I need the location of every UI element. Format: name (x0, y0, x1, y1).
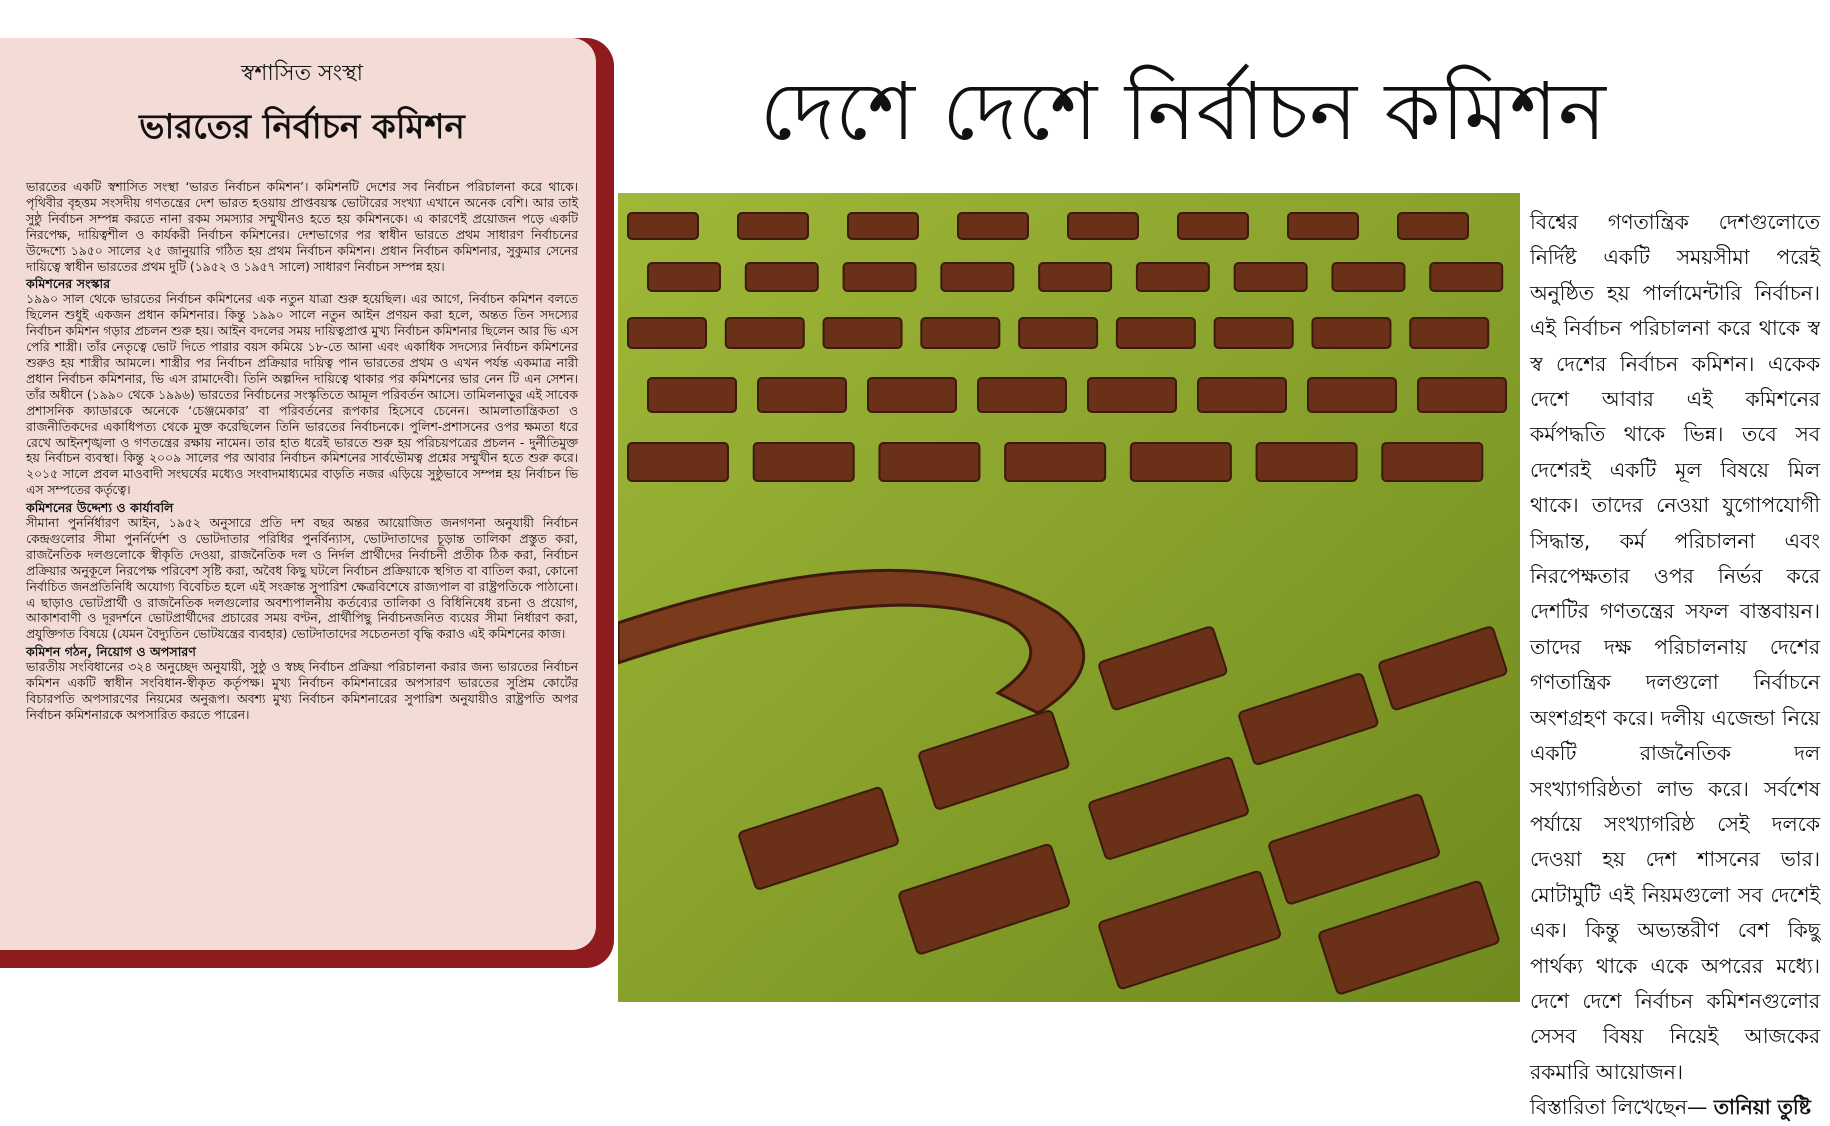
section-heading-objectives: কমিশনের উদ্দেশ্য ও কার্যাবলি (26, 500, 174, 516)
desk (941, 263, 1013, 291)
desk (758, 378, 846, 412)
desk (1312, 318, 1390, 348)
desk (1019, 318, 1097, 348)
sidebar-body (26, 180, 578, 724)
desk (1088, 378, 1176, 412)
desk (1198, 378, 1286, 412)
desk (754, 443, 854, 481)
desk (1308, 378, 1396, 412)
desk (1005, 443, 1105, 481)
desk (1137, 263, 1209, 291)
desk (1215, 318, 1293, 348)
section-heading-formation: কমিশন গঠন, নিয়োগ ও অপসারণ (26, 644, 196, 660)
desk (1410, 318, 1488, 348)
byline-prefix: বিস্তারিতা লিখেছেন— (1530, 1095, 1708, 1120)
desk (1382, 443, 1482, 481)
intro-text: বিশ্বের গণতান্ত্রিক দেশগুলোতে নির্দিষ্ট একটি সময়সীমা পরেই অনুষ্ঠিত হয় পার্লামেন্টারি নির্বাচন। এই নির্বাচন পরিচালনা করে থাকে স্ব স্ব দেশের নির্বাচন কমিশন। একেক দেশে আবার এই কমিশনের কর্মপদ্ধতি থাকে ভিন্ন। তবে সব দেশেরই একটি মূল বিষয়ে মিল থাকে। তাদের নেওয়া যুগোপযোগী সিদ্ধান্ত, কর্ম পরিচালনা এবং নিরপেক্ষতার ওপর নির্ভর করে দেশটির গণতন্ত্রের সফল বাস্তবায়ন। তাদের দক্ষ পরিচালনায় দেশের গণতান্ত্রিক দলগুলো নির্বাচনে অংশগ্রহণ করে। দলীয় এজেন্ডা নিয়ে একটি রাজনৈতিক দল সংখ্যাগরিষ্ঠতা লাভ করে। সর্বশেষ পর্যায়ে সংখ্যাগরিষ্ঠ সেই দলকে দেওয়া হয় দেশ শাসনের ভার। মোটামুটি এই নিয়মগুলো সব দেশেই এক। কিন্তু অভ্যন্তরীণ বেশ কিছু পার্থক্য থাকে একে অপরের মধ্যে। দেশে দেশে নির্বাচন কমিশনগুলোর সেসব বিষয় নিয়েই আজকের রকমারি আয়োজন। (1530, 210, 1820, 1084)
section-text-objectives: সীমানা পুনর্নির্ধারণ আইন, ১৯৫২ অনুসারে প্রতি দশ বছর অন্তর আয়োজিত জনগণনা অনুযায়ী নির্বাচন কেন্দ্রগুলোর সীমা পুনর্নির্দেশ ও ভোটদাতার পরিধির পুনর্বিন্যাস, ভোটদাতাদের চূড়ান্ত তালিকা প্রস্তুত করা, রাজনৈতিক দলগুলোকে স্বীকৃতি দেওয়া, রাজনৈতিক দল ও নির্দল প্রার্থীদের নির্বাচনী প্রতীক ঠিক করা, নির্বাচন প্রক্রিয়ার অনুকূলে নিরপেক্ষ পরিবেশ সৃষ্টি করা, অবৈধ কিছু ঘটলে নির্বাচন প্রক্রিয়াকে স্থগিত বা বাতিল করা, কোনো নির্বাচিত জনপ্রতিনিধি অযোগ্য বিবেচিত হলে এই সংক্রান্ত সুপারিশ ক্ষেত্রবিশেষে রাজ্যপাল বা রাষ্ট্রপতিকে পাঠানো। এ ছাড়াও ভোটপ্রার্থী ও রাজনৈতিক দলগুলোর অবশ্যপালনীয় কর্তব্যের তালিকা ও বিধিনিষেধ রচনা ও প্রয়োগ, আকাশবাণী ও দূরদর্শনে ভোটপ্রার্থীদের প্রচারের সময় বণ্টন, প্রার্থীপিছু নির্বাচনজনিত ব্যয়ের সীমা নির্ধারণ করা, প্রযুক্তিগত বিষয়ে (যেমন বৈদ্যুতিন ভোটযন্ত্রের ব্যবহার) ভোটদাতাদের সচেতনতা বৃদ্ধি করাও এই কমিশনের কাজ। (26, 516, 578, 642)
desk (628, 213, 698, 239)
desk (1398, 213, 1468, 239)
page-headline: দেশে দেশে নির্বাচন কমিশন (760, 65, 1607, 158)
desk (738, 213, 808, 239)
byline-author: তানিয়া তুষ্টি (1713, 1095, 1811, 1120)
sidebar-box (0, 38, 596, 950)
desk (921, 318, 999, 348)
desk (868, 378, 956, 412)
desk (648, 378, 736, 412)
desk (958, 213, 1028, 239)
desk (844, 263, 916, 291)
desk (1178, 213, 1248, 239)
section-heading-reform: কমিশনের সংস্কার (26, 276, 111, 292)
desk (1039, 263, 1111, 291)
desk (746, 263, 818, 291)
desk (1418, 378, 1506, 412)
parliament-chamber-image (618, 193, 1520, 1002)
parliament-photo (618, 193, 1520, 1002)
intro-column (1530, 205, 1820, 1126)
desk (726, 318, 804, 348)
desk (648, 263, 720, 291)
sidebar-intro: ভারতের একটি স্বশাসিত সংস্থা ‘ভারত নির্বাচন কমিশন’। কমিশনটি দেশের সব নির্বাচন পরিচালনা করে থাকে। পৃথিবীর বৃহত্তম সংসদীয় গণতন্ত্রের দেশ ভারত হওয়ায় প্রাপ্তবয়স্ক ভোটারের সংখ্যা এখানে অনেক বেশি। আর তাই সুষ্ঠু নির্বাচন সম্পন্ন করতে নানা রকম সমস্যার সম্মুখীনও হতে হয় কমিশনকে। এ কারণেই প্রয়োজন পড়ে একটি নিরপেক্ষ, দায়িত্বশীল ও কার্যকরী নির্বাচন কমিশনের। দেশভাগের পর স্বাধীন ভারতে প্রথম সাধারণ নির্বাচনের উদ্দেশ্যে ১৯৫০ সালের ২৫ জানুয়ারি গঠিত হয় প্রথম নির্বাচন কমিশন। প্রধান নির্বাচন কমিশনার, সুকুমার সেনের দায়িত্বে স্বাধীন ভারতের প্রথম দুটি (১৯৫২ ও ১৯৫৭ সালে) সাধারণ নির্বাচন সম্পন্ন হয়। (26, 180, 578, 274)
desk (1131, 443, 1231, 481)
section-text-formation: ভারতীয় সংবিধানের ৩২৪ অনুচ্ছেদ অনুযায়ী, সুষ্ঠু ও স্বচ্ছ নির্বাচন প্রক্রিয়া পরিচালনা করার জন্য ভারতের নির্বাচন কমিশন একটি স্বাধীন সংবিধান-স্বীকৃত কর্তৃপক্ষ। মুখ্য নির্বাচন কমিশনারের অপসারণ ভারতের সুপ্রিম কোর্টের বিচারপতি অপসারণের নিয়মের অনুরূপ। অবশ্য মুখ্য নির্বাচন কমিশনারের সুপারিশ অনুযায়ীও রাষ্ট্রপতি অপর নির্বাচন কমিশনারকে অপসারিত করতে পারেন। (26, 660, 578, 722)
byline (1530, 1090, 1820, 1125)
desk (1068, 213, 1138, 239)
desk (1235, 263, 1307, 291)
desk (978, 378, 1066, 412)
desk (1430, 263, 1502, 291)
desk (1257, 443, 1357, 481)
desk (1117, 318, 1195, 348)
desk (1288, 213, 1358, 239)
desk (1332, 263, 1404, 291)
section-text-reform: ১৯৯০ সাল থেকে ভারতের নির্বাচন কমিশনের এক নতুন যাত্রা শুরু হয়েছিল। এর আগে, নির্বাচন কমিশন বলতে ছিলেন শুধুই একজন প্রধান কমিশনার। কিন্তু ১৯৯০ সালে নতুন আইন প্রণয়ন করা হলে, অন্তত তিন সদস্যের নির্বাচন কমিশন গড়ার প্রচলন শুরু হয়। আইন বদলের সময় দায়িত্বপ্রাপ্ত মুখ্য নির্বাচন কমিশনার ছিলেন আর ভি এস পেরি শাস্ত্রী। তাঁর নেতৃত্বে ভোট দিতে পারার বয়স কমিয়ে ১৮-তে আনা এবং একাধিক সদস্যের নির্বাচন কমিশনের শুরুও হয় শাস্ত্রীর আমলে। শাস্ত্রীর পর নির্বাচন প্রক্রিয়ার দায়িত্ব পান ভারতের প্রথম ও এখন পর্যন্ত একমাত্র নারী প্রধান নির্বাচন কমিশনার, ভি এস রামাদেবী। তিনি অল্পদিন দায়িত্বে থাকার পর কমিশনের ভার নেন টি এন সেশন। তাঁর অধীনে (১৯৯০ থেকে ১৯৯৬) ভারতের নির্বাচনের সংস্কৃতিতে আমূল পরিবর্তন আসে। তামিলনাড়ুর এই সাবেক প্রশাসনিক ক্যাডারকে অনেকে ‘চেঞ্জমেকার’ বা পরিবর্তনের রূপকার হিসেবে চেনেন। আমলাতান্ত্রিকতা ও রাজনীতিকদের একাধিপত্য থেকে মুক্ত করেছিলেন তিনি ভারতের নির্বাচনকে। পুলিশ-প্রশাসনের ওপর ক্ষমতা ধরে রেখে আইনশৃঙ্খলা ও গণতন্ত্রের রক্ষায় নামেন। তার হাত ধরেই ভারতে শুরু হয় পরিচয়পত্রের প্রচলন - দুর্নীতিমুক্ত হয় নির্বাচন ব্যবস্থা। কিন্তু ২০০৯ সালের পর আবার নির্বাচন কমিশনের সার্বভৌমত্ব প্রশ্নের সম্মুখীন হতে শুরু করে। ২০১৫ সালে প্রবল মাওবাদী সংঘর্ষের মধ্যেও সংবাদমাধ্যমের বাড়তি নজর এড়িয়ে সুষ্ঠুভাবে সম্পন্ন হয় নির্বাচন ভি এস সম্পতের কর্তৃত্বে। (26, 292, 578, 498)
sidebar-title: ভারতের নির্বাচন কমিশন (139, 107, 465, 147)
desk (879, 443, 979, 481)
desk (848, 213, 918, 239)
desk (628, 318, 706, 348)
desk (824, 318, 902, 348)
desk (628, 443, 728, 481)
sidebar-kicker: স্বশাসিত সংস্থা (240, 61, 364, 86)
